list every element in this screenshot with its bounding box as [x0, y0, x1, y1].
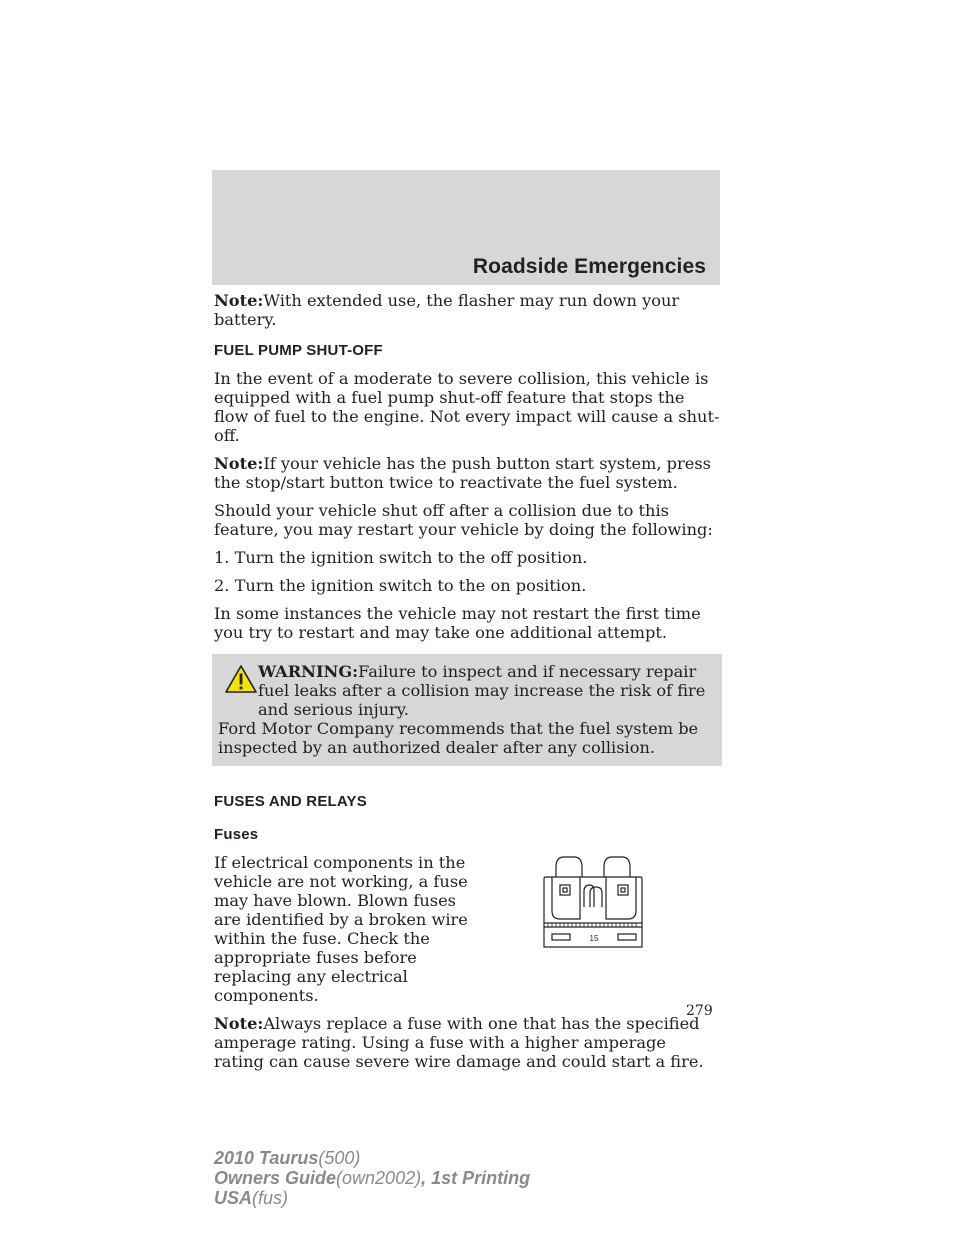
section-header-band — [212, 170, 720, 285]
fuse-amperage-label: 15 — [589, 934, 599, 943]
note-text: Always replace a fuse with one that has the specified amperage rating. Using a fuse with a higher amperage rating can cause severe wire damage and could start a fire. — [214, 1014, 704, 1071]
footer-guide-code: (own2002) — [336, 1168, 422, 1188]
note-label: Note: — [214, 454, 264, 473]
restart-note: In some instances the vehicle may not restart the first time you try to restart and may take one additional attempt. — [214, 604, 701, 642]
warning-text-1 — [218, 662, 714, 719]
footer-line-1 — [214, 1148, 530, 1168]
note-flasher — [214, 291, 720, 329]
footer-line-3 — [214, 1188, 530, 1208]
restart-intro: Should your vehicle shut off after a collision due to this feature, you may restart your vehicle by doing the following: — [214, 501, 713, 539]
footer-model: 2010 Taurus — [214, 1148, 319, 1168]
fuses-intro: If electrical components in the vehicle are not working, a fuse may have blown. Blown fuses are identified by a broken wire within the fuse. Check the appropriate fuses before replacing any electrical components. — [214, 853, 468, 1005]
fuel-pump-intro: In the event of a moderate to severe collision, this vehicle is equipped with a fuel pump shut-off feature that stops the flow of fuel to the engine. Not every impact will cause a shut-off. — [214, 369, 720, 445]
footer-line-2 — [214, 1168, 530, 1188]
page-content — [214, 291, 720, 1080]
footer-region: USA — [214, 1188, 253, 1208]
note-text: With extended use, the flasher may run down your battery. — [214, 291, 680, 329]
footer-model-code: (500) — [318, 1148, 361, 1168]
warning-text-2: Ford Motor Company recommends that the fuel system be inspected by an authorized dealer after any collision. — [218, 719, 699, 757]
step-1: 1. Turn the ignition switch to the off position. — [214, 548, 588, 567]
step-2: 2. Turn the ignition switch to the on position. — [214, 576, 587, 595]
fuse-section — [214, 853, 720, 1005]
fuse-illustration — [532, 853, 652, 949]
warning-triangle-icon — [224, 664, 258, 694]
page-number: 279 — [686, 1003, 713, 1019]
note-label: Note: — [214, 1014, 264, 1033]
warning-box — [212, 654, 722, 766]
heading-fuses-relays: FUSES AND RELAYS — [214, 793, 367, 810]
warning-body: Failure to inspect and if necessary repair fuel leaks after a collision may increase the risk of fire and serious injury. — [258, 662, 706, 719]
heading-fuses: Fuses — [214, 826, 259, 843]
print-footer — [214, 1148, 530, 1208]
footer-printing: , 1st Printing — [421, 1168, 531, 1188]
note-amperage — [214, 1014, 720, 1071]
note-text: If your vehicle has the push button start system, press the stop/start button twice to reactivate the fuel system. — [214, 454, 711, 492]
section-title: Roadside Emergencies — [472, 255, 706, 278]
note-label: Note: — [214, 291, 264, 310]
note-push-button — [214, 454, 720, 492]
heading-fuel-pump: FUEL PUMP SHUT-OFF — [214, 342, 383, 359]
warning-label: WARNING: — [258, 662, 359, 681]
footer-guide: Owners Guide — [214, 1168, 337, 1188]
footer-region-code: (fus) — [252, 1188, 289, 1208]
